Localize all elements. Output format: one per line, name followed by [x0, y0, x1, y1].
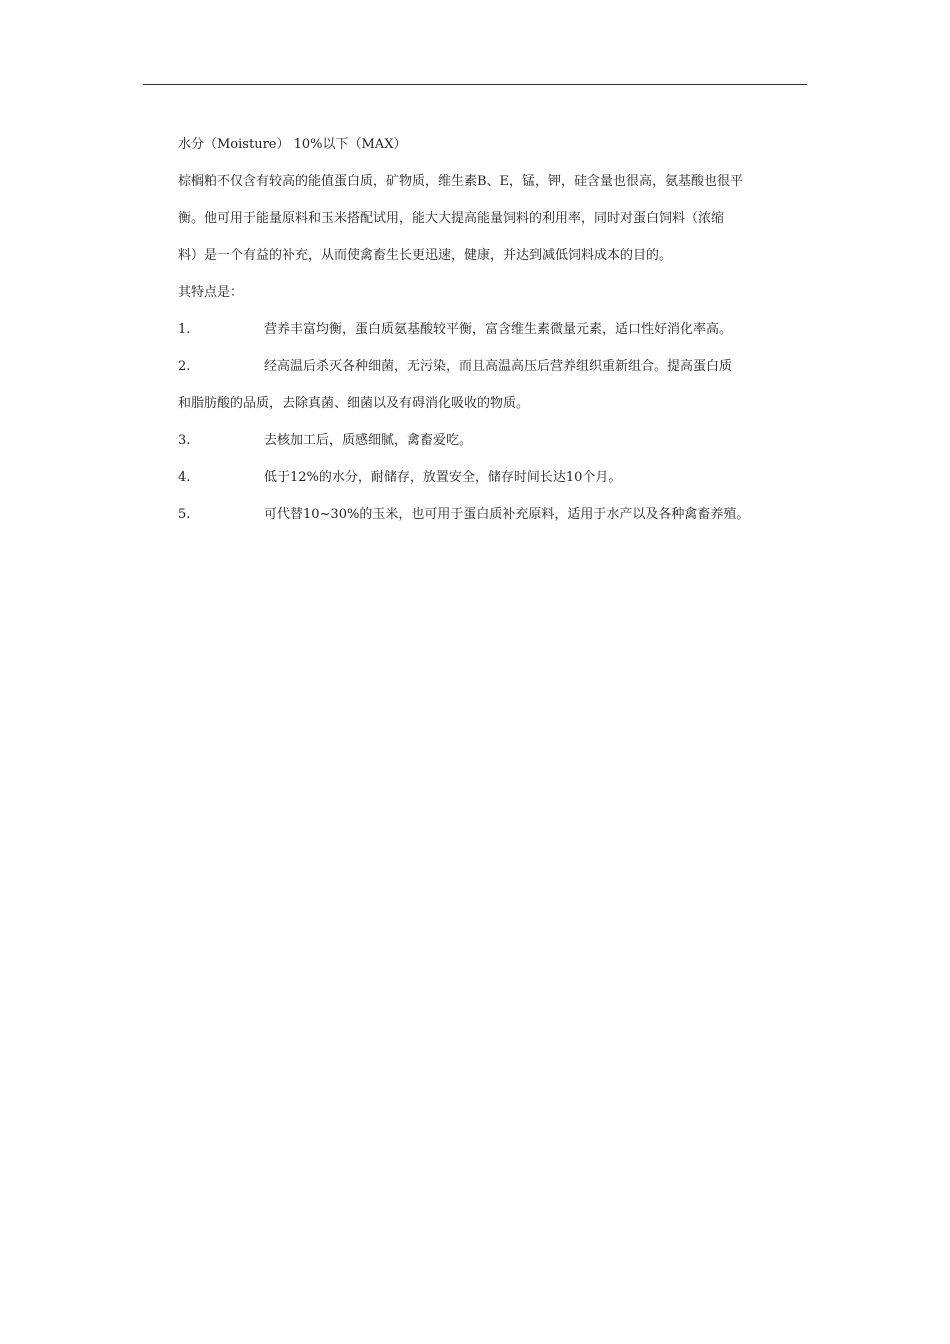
intro-line-1: 棕榈粕不仅含有较高的能值蛋白质，矿物质，维生素B、E，锰，钾，硅含量也很高，氨基酸也很平: [178, 174, 744, 189]
feature-item-5: [178, 496, 778, 533]
feature-text-continuation: 和脂肪酸的品质，去除真菌、细菌以及有碍消化吸收的物质。: [178, 396, 530, 411]
feature-item-4: [178, 459, 778, 496]
document-body: [178, 126, 778, 533]
feature-number: 3.: [178, 433, 191, 448]
intro-line-3: 料）是一个有益的补充，从而使禽畜生长更迅速，健康，并达到减低饲料成本的目的。: [178, 248, 673, 263]
feature-text: 经高温后杀灭各种细菌，无污染，而且高温高压后营养组织重新组合。提高蛋白质: [264, 359, 733, 374]
features-heading: 其特点是：: [178, 285, 244, 300]
feature-text: 去核加工后，质感细腻，禽畜爱吃。: [264, 433, 473, 448]
intro-line-2: 衡。他可用于能量原料和玉米搭配试用，能大大提高能量饲料的利用率，同时对蛋白饲料（浓缩: [178, 211, 725, 226]
feature-number: 5.: [178, 507, 191, 522]
feature-text: 营养丰富均衡，蛋白质氨基酸较平衡，富含维生素微量元素，适口性好消化率高。: [264, 322, 733, 337]
feature-text: 可代替10~30%的玉米，也可用于蛋白质补充原料，适用于水产以及各种禽畜养殖。: [264, 507, 750, 522]
feature-item-2: [178, 348, 778, 422]
moisture-spec: 水分（Moisture） 10%以下（MAX）: [178, 137, 407, 152]
feature-item-3: [178, 422, 778, 459]
feature-number: 2.: [178, 359, 191, 374]
feature-number: 4.: [178, 470, 191, 485]
feature-number: 1.: [178, 322, 191, 337]
feature-text: 低于12%的水分，耐储存，放置安全，储存时间长达10个月。: [264, 470, 622, 485]
feature-item-1: [178, 311, 778, 348]
header-rule: [143, 84, 807, 85]
